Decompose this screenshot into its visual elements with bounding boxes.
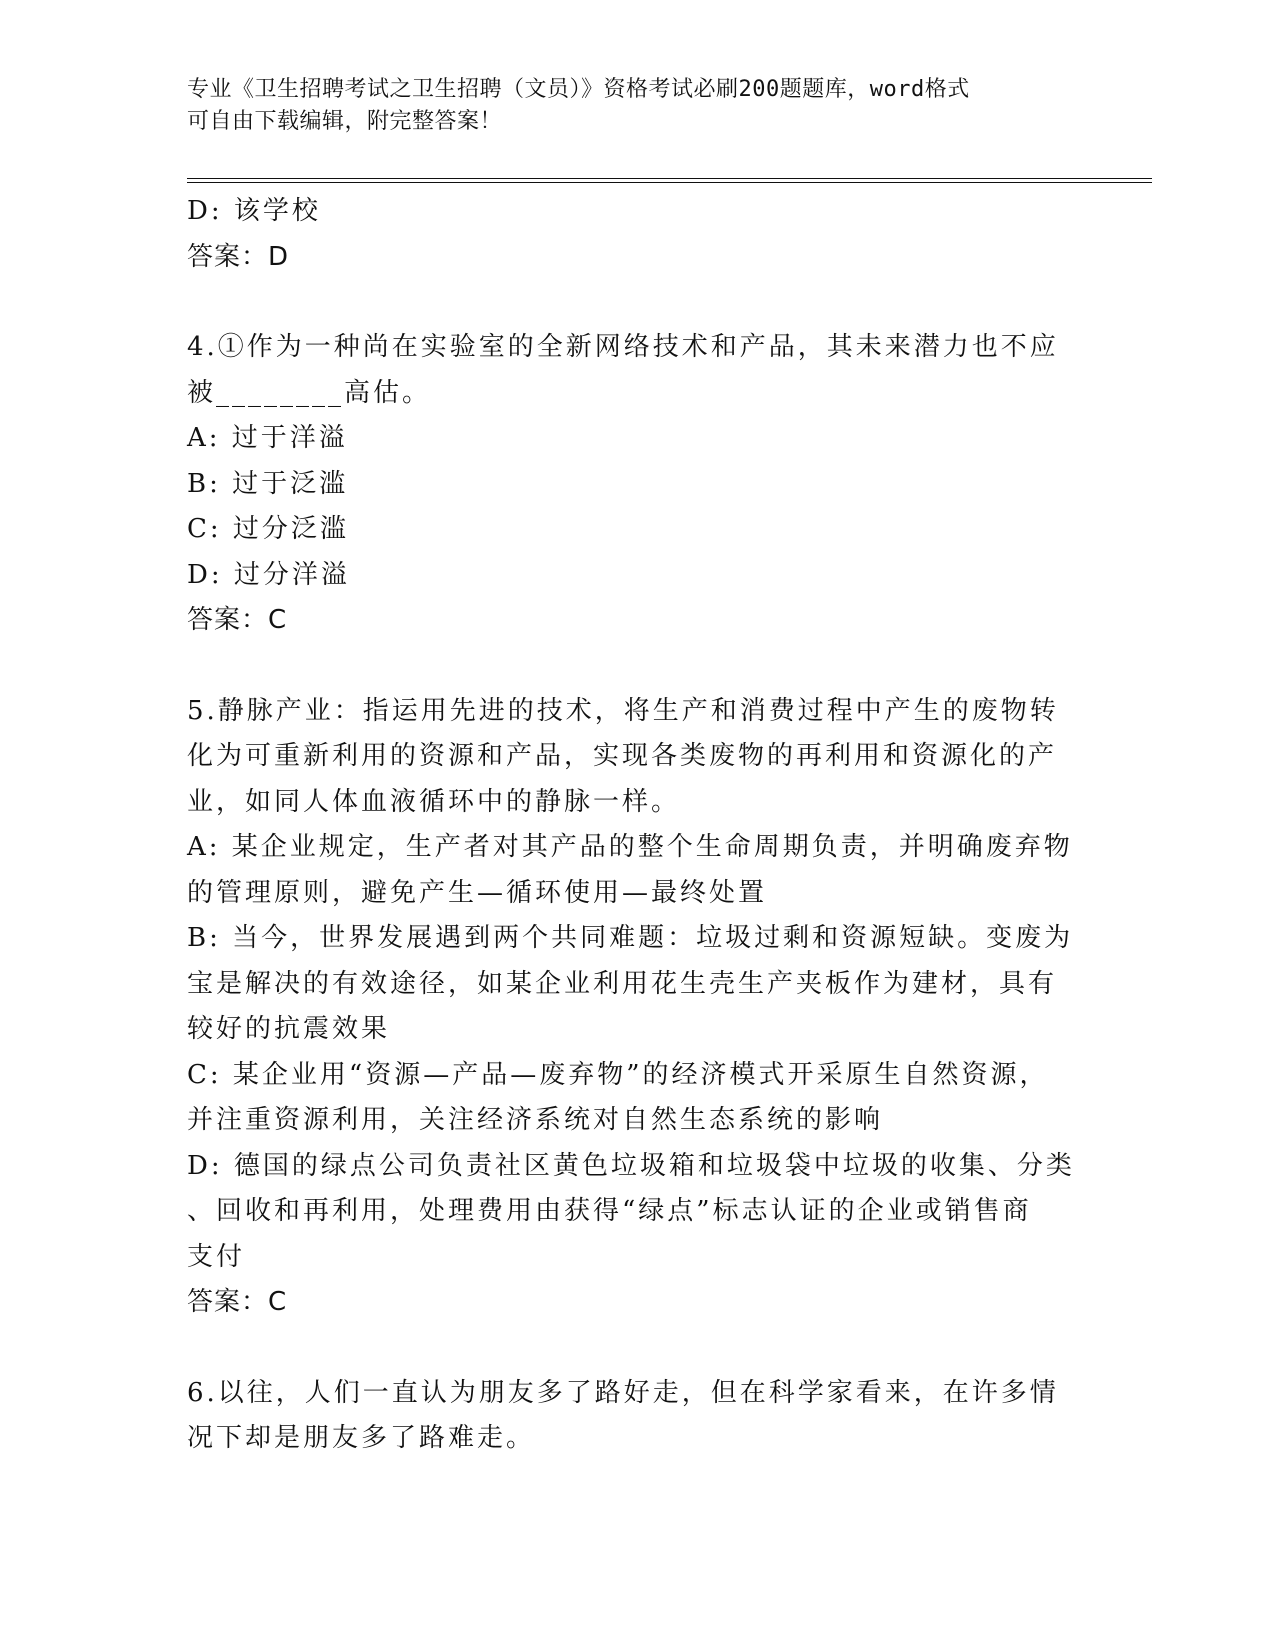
header-divider-bottom — [187, 182, 1152, 183]
option-b: B: 当今，世界发展遇到两个共同难题：垃圾过剩和资源短缺。变废为 — [187, 923, 1074, 953]
header-line-2: 可自由下载编辑，附完整答案！ — [187, 109, 503, 134]
option-d: 、回收和再利用，处理费用由获得“绿点”标志认证的企业或销售商 — [187, 1196, 1032, 1226]
question-3-tail — [187, 189, 1087, 280]
option-d: D: 过分洋溢 — [187, 559, 350, 590]
option-a: 的管理原则，避免产生—循环使用—最终处置 — [187, 877, 768, 908]
option-c: C: 过分泛滥 — [187, 514, 349, 544]
option-b: 宝是解决的有效途径，如某企业利用花生壳生产夹板作为建材，具有 — [187, 968, 1058, 999]
question-stem: 况下却是朋友多了路难走。 — [187, 1423, 536, 1453]
option-c: 并注重资源利用，关注经济系统对自然生态系统的影响 — [187, 1105, 884, 1135]
question-stem: 5.静脉产业：指运用先进的技术，将生产和消费过程中产生的废物转 — [187, 695, 1059, 726]
question-6 — [187, 1371, 1087, 1462]
question-stem: 业，如同人体血液循环中的静脉一样。 — [187, 786, 681, 817]
document-body — [187, 189, 1087, 1462]
option-d: 支付 — [187, 1241, 246, 1272]
header-line-1: 专业《卫生招聘考试之卫生招聘（文员）》资格考试必刷200题题库，word格式 — [187, 77, 970, 102]
answer: 答案：C — [187, 1287, 288, 1317]
option-d: D: 德国的绿点公司负责社区黄色垃圾箱和垃圾袋中垃圾的收集、分类 — [187, 1150, 1075, 1181]
option-c: C: 某企业用“资源—产品—废弃物”的经济模式开采原生自然资源， — [187, 1059, 1049, 1090]
question-stem: 4.①作为一种尚在实验室的全新网络技术和产品，其未来潜力也不应 — [187, 332, 1059, 362]
answer: 答案：C — [187, 605, 288, 635]
header-divider-top — [187, 178, 1152, 179]
answer: 答案：D — [187, 241, 290, 272]
question-stem: 化为可重新利用的资源和产品，实现各类废物的再利用和资源化的产 — [187, 741, 1058, 771]
option-b: B: 过于泛滥 — [187, 468, 349, 499]
document-header — [187, 74, 1087, 138]
question-stem: 6.以往，人们一直认为朋友多了路好走，但在科学家看来，在许多情 — [187, 1377, 1059, 1408]
option-a: A: 某企业规定，生产者对其产品的整个生命周期负责，并明确废弃物 — [187, 832, 1073, 862]
option-b: 较好的抗震效果 — [187, 1014, 391, 1044]
option-d: D: 该学校 — [187, 196, 321, 226]
question-stem: 被________高估。 — [187, 377, 432, 408]
question-4 — [187, 325, 1087, 644]
option-a: A: 过于洋溢 — [187, 423, 348, 453]
question-5 — [187, 689, 1087, 1326]
